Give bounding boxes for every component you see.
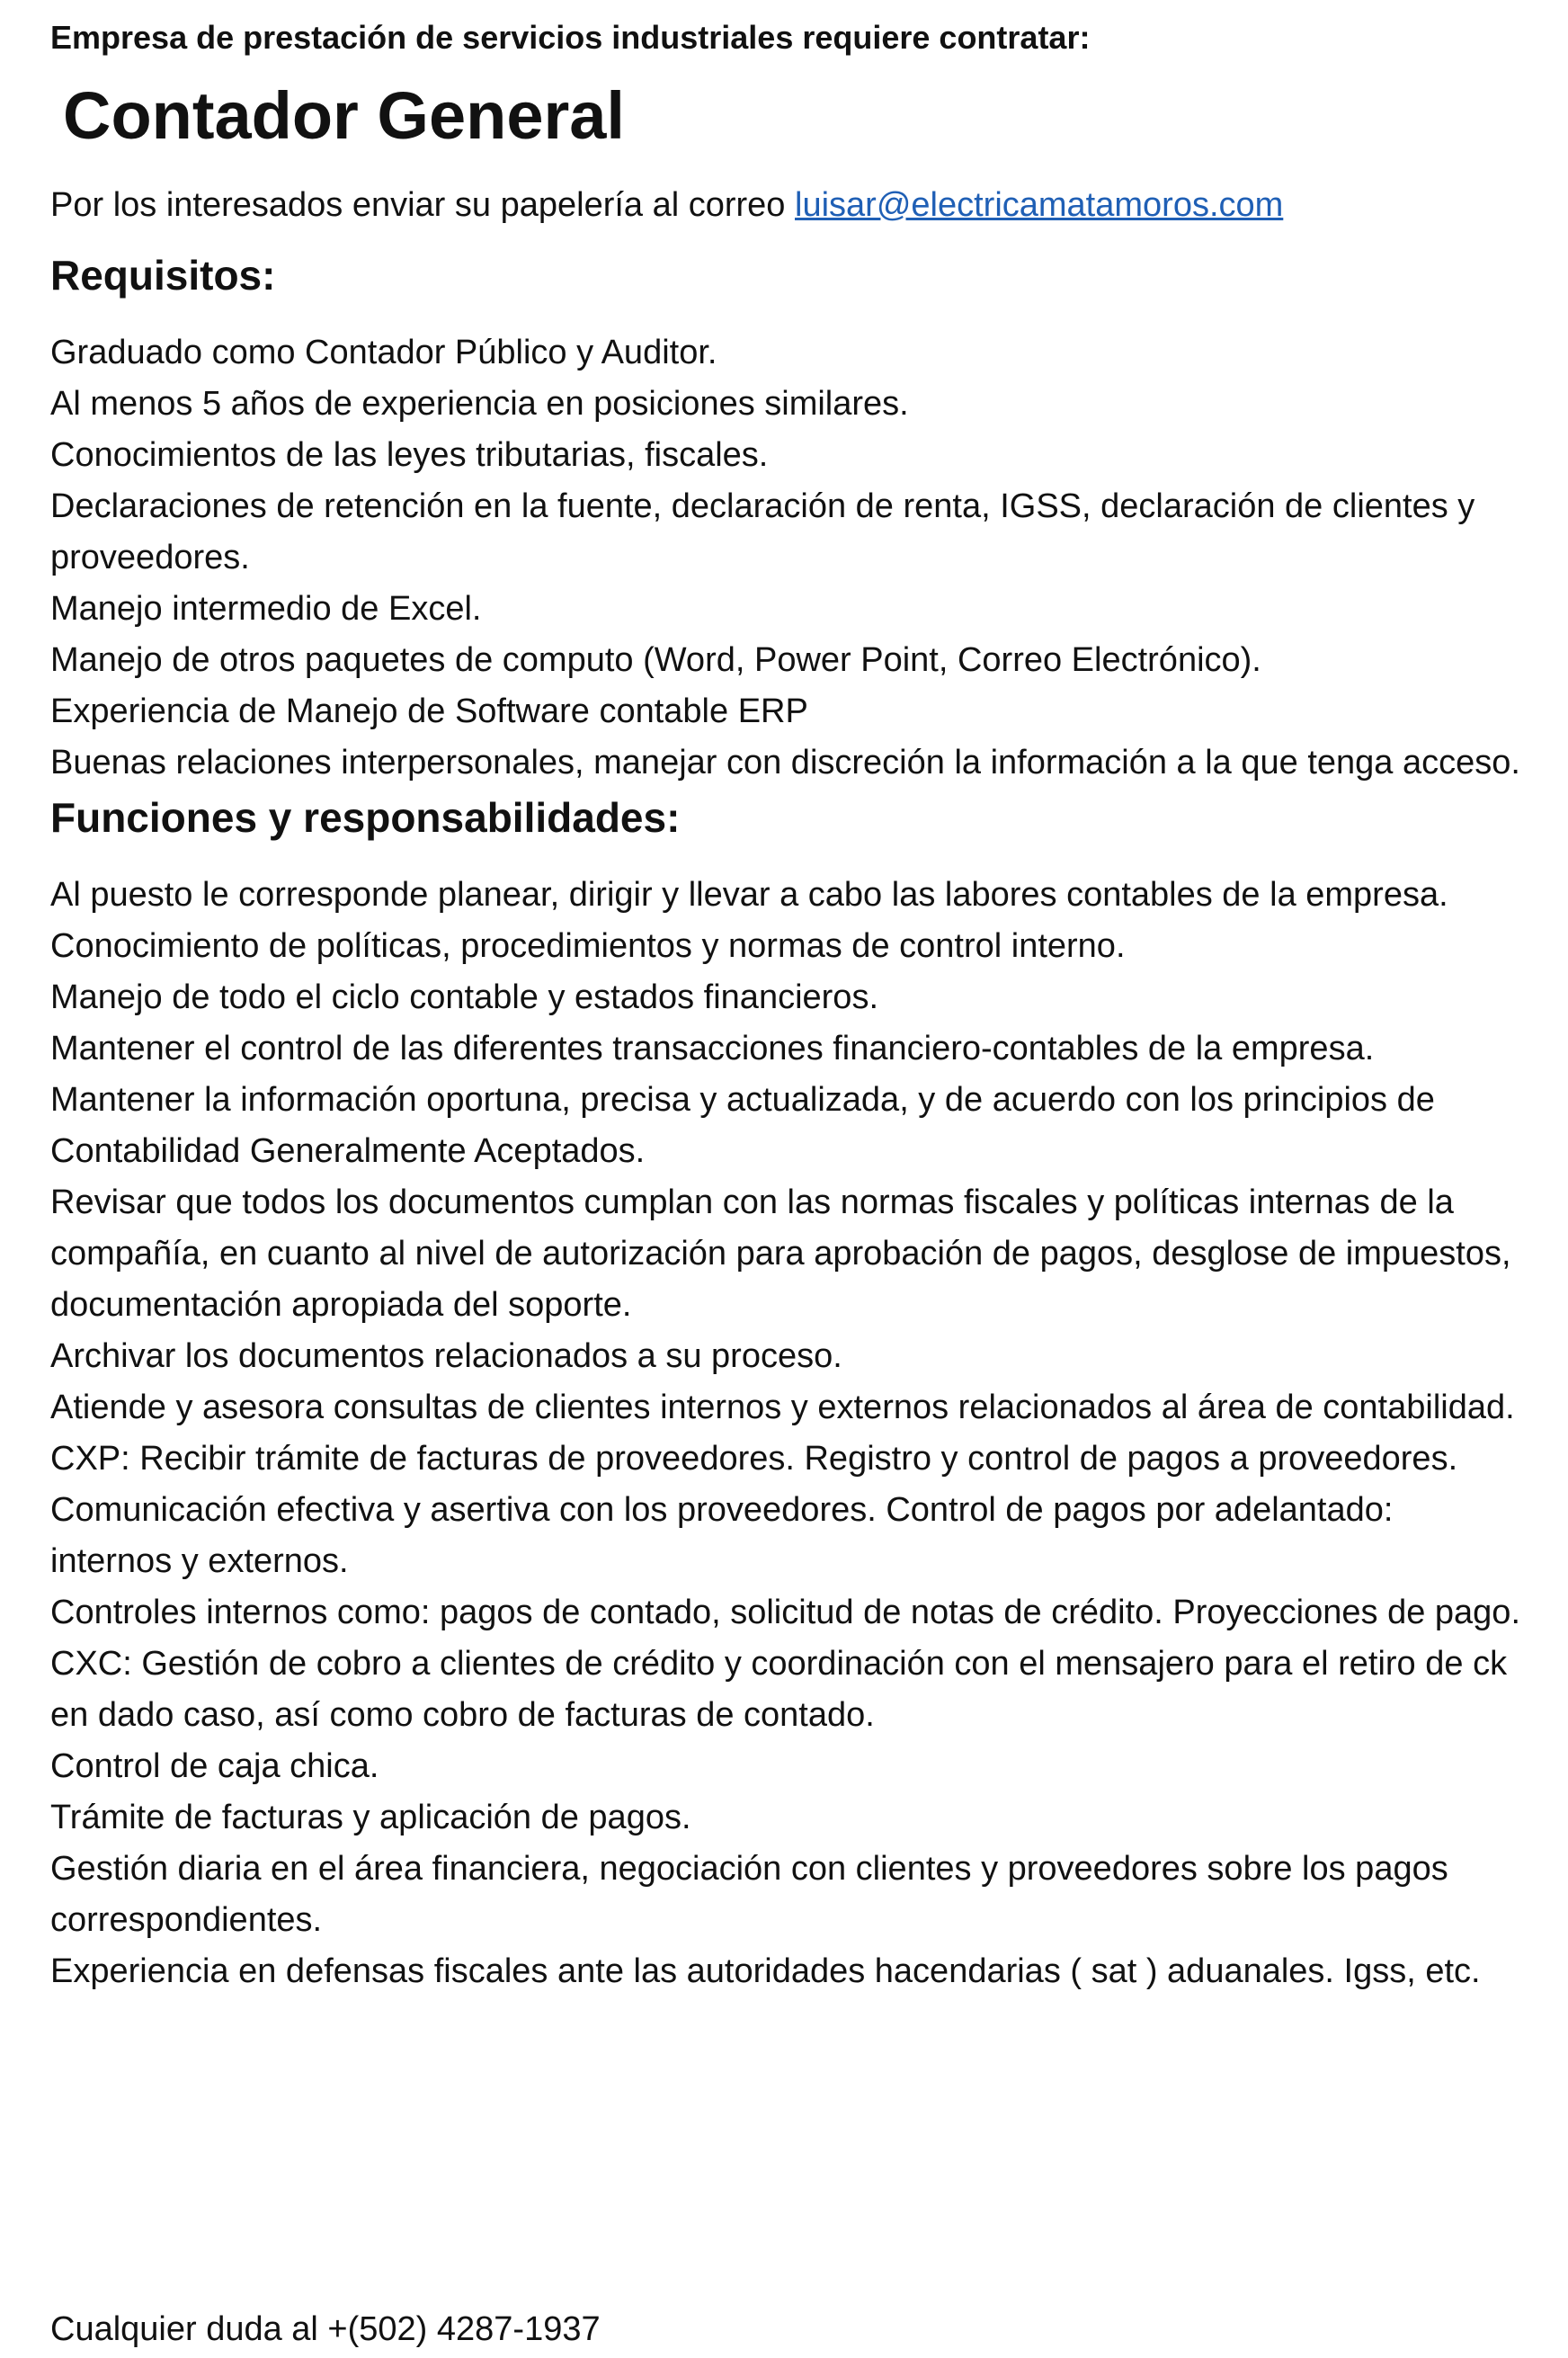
requirement-item: Conocimientos de las leyes tributarias, fiscales.	[50, 436, 769, 474]
footer-contact: Cualquier duda al +(502) 4287-1937	[50, 2310, 601, 2348]
function-item: Trámite de facturas y aplicación de pagos.	[50, 1799, 691, 1836]
function-item: Controles internos como: pagos de contado, solicitud de notas de crédito. Proyecciones de pago.	[50, 1594, 1521, 1631]
requirement-item: Graduado como Contador Público y Auditor.	[50, 334, 717, 371]
function-item: CXP: Recibir trámite de facturas de proveedores. Registro y control de pagos a proveedores.	[50, 1440, 1458, 1478]
requirement-item: Al menos 5 años de experiencia en posiciones similares.	[50, 385, 909, 423]
requirement-item: Declaraciones de retención en la fuente, declaración de renta, IGSS, declaración de clientes y proveedores.	[50, 487, 1475, 576]
requirement-item: Experiencia de Manejo de Software contable ERP	[50, 692, 808, 730]
function-item: Conocimiento de políticas, procedimientos y normas de control interno.	[50, 927, 1126, 965]
function-item: Atiende y asesora consultas de clientes internos y externos relacionados al área de contabilidad.	[50, 1389, 1515, 1426]
function-item: Gestión diaria en el área financiera, negociación con clientes y proveedores sobre los pagos correspondientes.	[50, 1850, 1448, 1939]
requirements-list	[50, 327, 1521, 789]
contact-line	[50, 180, 1518, 230]
requirements-heading: Requisitos:	[50, 252, 276, 299]
function-item: Experiencia en defensas fiscales ante las autoridades hacendarias ( sat ) aduanales. Igss, etc.	[50, 1952, 1481, 1990]
function-item: Control de caja chica.	[50, 1747, 379, 1785]
function-item: Mantener el control de las diferentes transacciones financiero-contables de la empresa.	[50, 1030, 1375, 1067]
function-item: CXC: Gestión de cobro a clientes de crédito y coordinación con el mensajero para el retiro de ck en dado caso, así como cobro de facturas de contado.	[50, 1645, 1508, 1734]
function-item: Revisar que todos los documentos cumplan con las normas fiscales y políticas internas de la compañía, en cuanto al nivel de autorización para aprobación de pagos, desglose de impuestos, documentación apropiada del soporte.	[50, 1183, 1511, 1324]
function-item: Archivar los documentos relacionados a su proceso.	[50, 1337, 842, 1375]
intro-text: Empresa de prestación de servicios industriales requiere contratar:	[50, 19, 1091, 56]
functions-list	[50, 870, 1521, 1997]
contact-text: Por los interesados enviar su papelería al correo	[50, 186, 796, 224]
function-item: Mantener la información oportuna, precisa y actualizada, y de acuerdo con los principios de Contabilidad Generalmente Aceptados.	[50, 1081, 1435, 1170]
requirement-item: Manejo intermedio de Excel.	[50, 590, 482, 628]
functions-heading: Funciones y responsabilidades:	[50, 794, 681, 841]
function-item: Manejo de todo el ciclo contable y estados financieros.	[50, 978, 878, 1016]
requirement-item: Buenas relaciones interpersonales, manejar con discreción la información a la que tenga acceso.	[50, 744, 1520, 782]
requirement-item: Manejo de otros paquetes de computo (Word, Power Point, Correo Electrónico).	[50, 641, 1261, 679]
function-item: Comunicación efectiva y asertiva con los proveedores. Control de pagos por adelantado: internos y externos.	[50, 1491, 1394, 1580]
function-item: Al puesto le corresponde planear, dirigir y llevar a cabo las labores contables de la empresa.	[50, 876, 1448, 914]
page-title: Contador General	[63, 78, 625, 153]
email-link[interactable]: luisar@electricamatamoros.com	[795, 186, 1284, 224]
